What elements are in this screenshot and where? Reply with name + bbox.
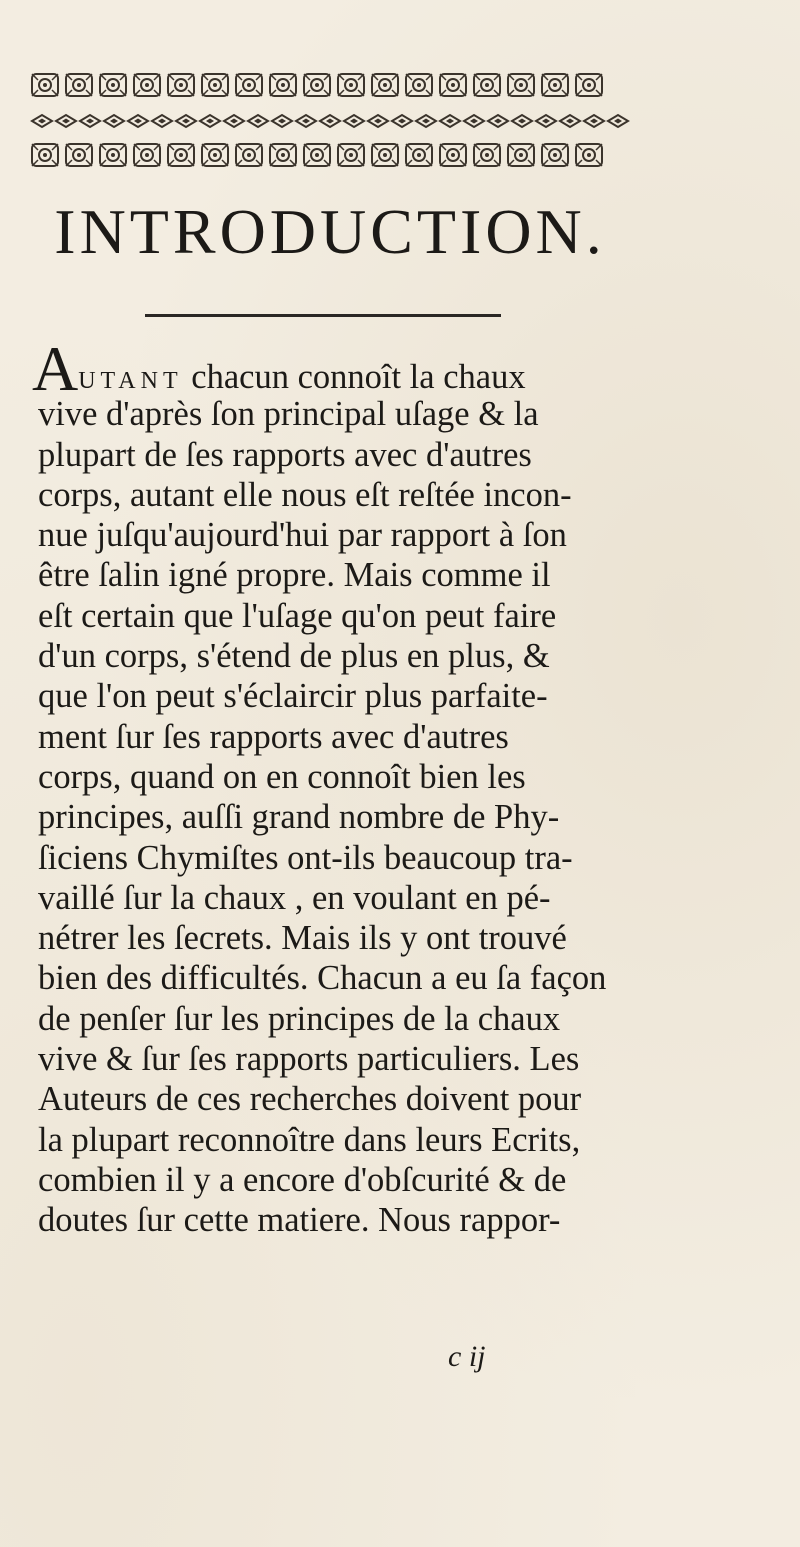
text-line: doutes ſur cette matiere. Nous rappor- (38, 1201, 561, 1240)
ornamental-headpiece (30, 68, 630, 178)
text-line-1 (32, 333, 798, 404)
drop-capital: A (32, 333, 79, 404)
text-line: plupart de ſes rapports avec d'autres (38, 435, 532, 474)
text-line: nue juſqu'aujourd'hui par rapport à ſon (38, 516, 567, 555)
text-line: vive d'après ſon principal uſage & la (38, 395, 539, 434)
signature-mark: c ij (448, 1340, 486, 1373)
text-line: corps, autant elle nous eſt reſtée incon- (38, 475, 572, 514)
body-paragraph (32, 333, 798, 1241)
text-line: vive & ſur ſes rapports particuliers. Les (38, 1040, 580, 1079)
text-line: ment ſur ſes rapports avec d'autres (38, 717, 509, 756)
text-line: principes, auſſi grand nombre de Phy- (38, 798, 560, 837)
text-line: corps, quand on en connoît bien les (38, 757, 526, 796)
text-line: nétrer les ſecrets. Mais ils y ont trouvé (38, 919, 567, 958)
text-line: d'un corps, s'étend de plus en plus, & (38, 637, 550, 676)
text-line: être ſalin igné propre. Mais comme il (38, 556, 551, 595)
opening-word-small-caps: UTANT (78, 368, 183, 394)
text-line: ſiciens Chymiſtes ont-ils beaucoup tra- (38, 838, 573, 877)
first-line-rest: chacun connoît la chaux (182, 358, 526, 396)
text-line: la plupart reconnoître dans leurs Ecrits, (38, 1120, 581, 1159)
chapter-title: INTRODUCTION. (54, 196, 606, 267)
text-line: de penſer ſur les principes de la chaux (38, 999, 561, 1038)
text-line: que l'on peut s'éclaircir plus parfaite- (38, 677, 548, 716)
text-line: eſt certain que l'uſage qu'on peut faire (38, 596, 557, 635)
title-rule (145, 314, 501, 317)
text-line: vaillé ſur la chaux , en voulant en pé- (38, 878, 551, 917)
text-line: combien il y a encore d'obſcurité & de (38, 1160, 567, 1199)
text-line: bien des difficultés. Chacun a eu ſa façon (38, 959, 607, 998)
text-line: Auteurs de ces recherches doivent pour (38, 1080, 582, 1119)
